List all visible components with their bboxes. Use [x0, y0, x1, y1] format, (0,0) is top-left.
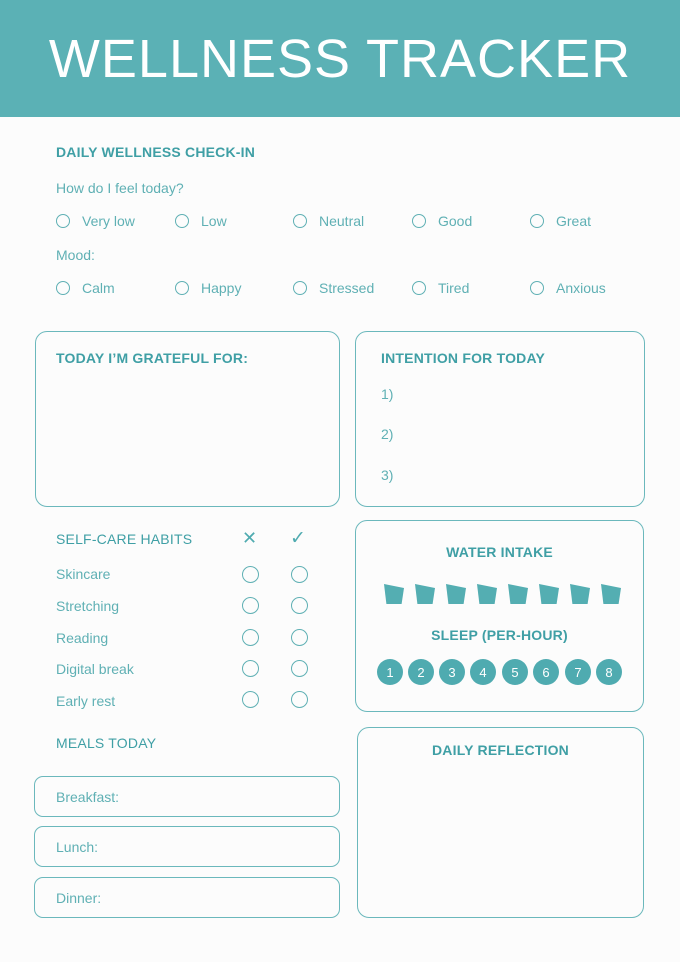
water-cup-icon[interactable] — [384, 584, 404, 604]
meal-label: Breakfast: — [56, 788, 120, 805]
radio-icon — [530, 214, 544, 228]
mood-option-stressed[interactable]: Stressed — [293, 280, 374, 296]
habit-no-circle[interactable] — [242, 691, 259, 708]
sleep-hour-2[interactable]: 2 — [408, 659, 434, 685]
feel-option-very-low[interactable]: Very low — [56, 213, 135, 229]
habit-yes-circle[interactable] — [291, 660, 308, 677]
sleep-hour-3[interactable]: 3 — [439, 659, 465, 685]
meal-breakfast-field[interactable] — [34, 776, 340, 817]
intention-item-1[interactable]: 1) — [381, 386, 394, 402]
reflection-box[interactable] — [357, 727, 644, 918]
water-title: WATER INTAKE — [446, 544, 553, 560]
radio-icon — [412, 214, 426, 228]
water-cup-icon[interactable] — [446, 584, 466, 604]
check-icon: ✓ — [290, 528, 306, 549]
feel-option-low[interactable]: Low — [175, 213, 227, 229]
meal-lunch-field[interactable] — [34, 826, 340, 867]
radio-icon — [175, 281, 189, 295]
intention-item-3[interactable]: 3) — [381, 467, 394, 483]
grateful-title: TODAY I’M GRATEFUL FOR: — [56, 350, 249, 366]
meal-label: Dinner: — [56, 889, 102, 906]
meals-title: MEALS TODAY — [56, 735, 157, 751]
habit-label-reading: Reading — [56, 630, 109, 646]
mood-option-happy[interactable]: Happy — [175, 280, 241, 296]
meal-label: Lunch: — [56, 838, 99, 855]
mood-option-tired[interactable]: Tired — [412, 280, 469, 296]
intention-title: INTENTION FOR TODAY — [381, 350, 546, 366]
mood-option-anxious[interactable]: Anxious — [530, 280, 606, 296]
habit-no-circle[interactable] — [242, 566, 259, 583]
cross-icon: ✕ — [242, 528, 258, 548]
habit-label-stretching: Stretching — [56, 598, 120, 614]
page-title: WELLNESS TRACKER — [48, 28, 632, 89]
mood-label: Mood: — [56, 247, 95, 263]
feel-option-great[interactable]: Great — [530, 213, 591, 229]
sleep-title: SLEEP (PER-HOUR) — [431, 627, 568, 643]
habit-label-digital-break: Digital break — [56, 661, 134, 677]
radio-icon — [56, 281, 70, 295]
habit-no-circle[interactable] — [242, 629, 259, 646]
water-sleep-box — [355, 520, 644, 712]
radio-icon — [175, 214, 189, 228]
sleep-hour-7[interactable]: 7 — [565, 659, 591, 685]
water-cup-icon[interactable] — [415, 584, 435, 604]
meal-dinner-field[interactable] — [34, 877, 340, 918]
radio-icon — [293, 281, 307, 295]
radio-icon — [530, 281, 544, 295]
feel-option-neutral[interactable]: Neutral — [293, 213, 364, 229]
water-cup-icon[interactable] — [570, 584, 590, 604]
water-cup-icon[interactable] — [601, 584, 621, 604]
habit-yes-circle[interactable] — [291, 566, 308, 583]
feel-question: How do I feel today? — [56, 180, 184, 196]
habit-yes-circle[interactable] — [291, 597, 308, 614]
water-cup-icon[interactable] — [477, 584, 497, 604]
reflection-title: DAILY REFLECTION — [432, 742, 569, 758]
sleep-hour-5[interactable]: 5 — [502, 659, 528, 685]
water-cup-icon[interactable] — [508, 584, 528, 604]
sleep-hour-8[interactable]: 8 — [596, 659, 622, 685]
habit-yes-circle[interactable] — [291, 691, 308, 708]
radio-icon — [56, 214, 70, 228]
sleep-hour-1[interactable]: 1 — [377, 659, 403, 685]
grateful-box[interactable] — [35, 331, 340, 507]
sleep-hour-4[interactable]: 4 — [470, 659, 496, 685]
header-banner — [0, 0, 680, 117]
sleep-hour-6[interactable]: 6 — [533, 659, 559, 685]
mood-option-calm[interactable]: Calm — [56, 280, 115, 296]
habit-yes-circle[interactable] — [291, 629, 308, 646]
feel-option-good[interactable]: Good — [412, 213, 472, 229]
radio-icon — [412, 281, 426, 295]
habit-label-early-rest: Early rest — [56, 693, 116, 709]
habit-no-circle[interactable] — [242, 660, 259, 677]
intention-item-2[interactable]: 2) — [381, 426, 394, 442]
water-cup-icon[interactable] — [539, 584, 559, 604]
radio-icon — [293, 214, 307, 228]
habit-no-circle[interactable] — [242, 597, 259, 614]
intention-box — [355, 331, 645, 507]
habits-title: SELF-CARE HABITS — [56, 531, 193, 547]
checkin-title: DAILY WELLNESS CHECK-IN — [56, 144, 256, 160]
habit-label-skincare: Skincare — [56, 566, 111, 582]
